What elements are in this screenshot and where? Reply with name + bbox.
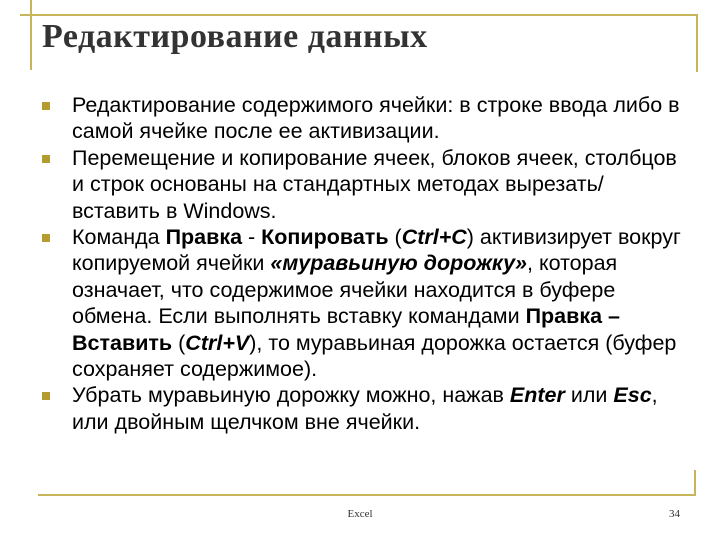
text-segment: , которая означает, что содержимое ячейки находится в буфере обмена. Если выполнять вставку командами	[72, 251, 618, 329]
bullet-square-icon	[42, 155, 50, 163]
text-segment: -	[242, 225, 262, 250]
bullet-text	[72, 92, 690, 145]
bullet-square-icon	[42, 102, 50, 110]
footer-label: Excel	[347, 508, 373, 520]
text-segment: Ctrl+V	[185, 330, 250, 355]
bullet-item	[40, 145, 690, 224]
text-segment: , или двойным щелчком вне ячейки.	[72, 383, 658, 434]
text-segment: Правка – Вставить	[72, 304, 620, 355]
bullet-item	[40, 224, 690, 382]
text-segment: Команда	[72, 225, 166, 250]
frame-bottom-right-line	[694, 470, 696, 496]
text-segment: или	[564, 383, 614, 408]
bullet-item	[40, 92, 690, 145]
text-segment: Enter	[509, 383, 565, 408]
text-segment: «муравьиную дорожку»	[270, 251, 527, 276]
bullet-text	[72, 382, 690, 435]
text-segment: (	[388, 225, 402, 250]
text-segment: ), то муравьиная дорожка остается (буфер сохраняет содержимое).	[72, 330, 677, 382]
text-segment: (	[172, 330, 186, 355]
text-segment: Убрать муравьиную дорожку можно, нажав	[72, 383, 510, 408]
text-segment: Копировать	[261, 225, 389, 250]
bullet-square-icon	[42, 392, 50, 400]
bullet-square-icon	[42, 234, 50, 242]
text-segment: Esc	[613, 383, 652, 408]
bullet-text	[72, 224, 690, 382]
text-segment: Редактирование содержимого ячейки: в строке ввода либо в самой ячейке после ее активизации.	[72, 93, 680, 144]
text-segment: ) активизирует вокруг копируемой ячейки	[72, 225, 681, 276]
bullet-text	[72, 145, 690, 224]
bullet-list	[40, 92, 690, 435]
text-segment: Перемещение и копирование ячеек, блоков ячеек, столбцов и строк основаны на стандартных методах вырезать/ вставить в Windows.	[72, 145, 677, 223]
text-segment: Правка	[165, 225, 243, 250]
slide-title: Редактирование данных	[42, 18, 428, 55]
page-number: 34	[669, 508, 680, 520]
frame-bottom-line	[38, 494, 696, 496]
bullet-item	[40, 382, 690, 435]
text-segment: Ctrl+C	[401, 225, 467, 250]
